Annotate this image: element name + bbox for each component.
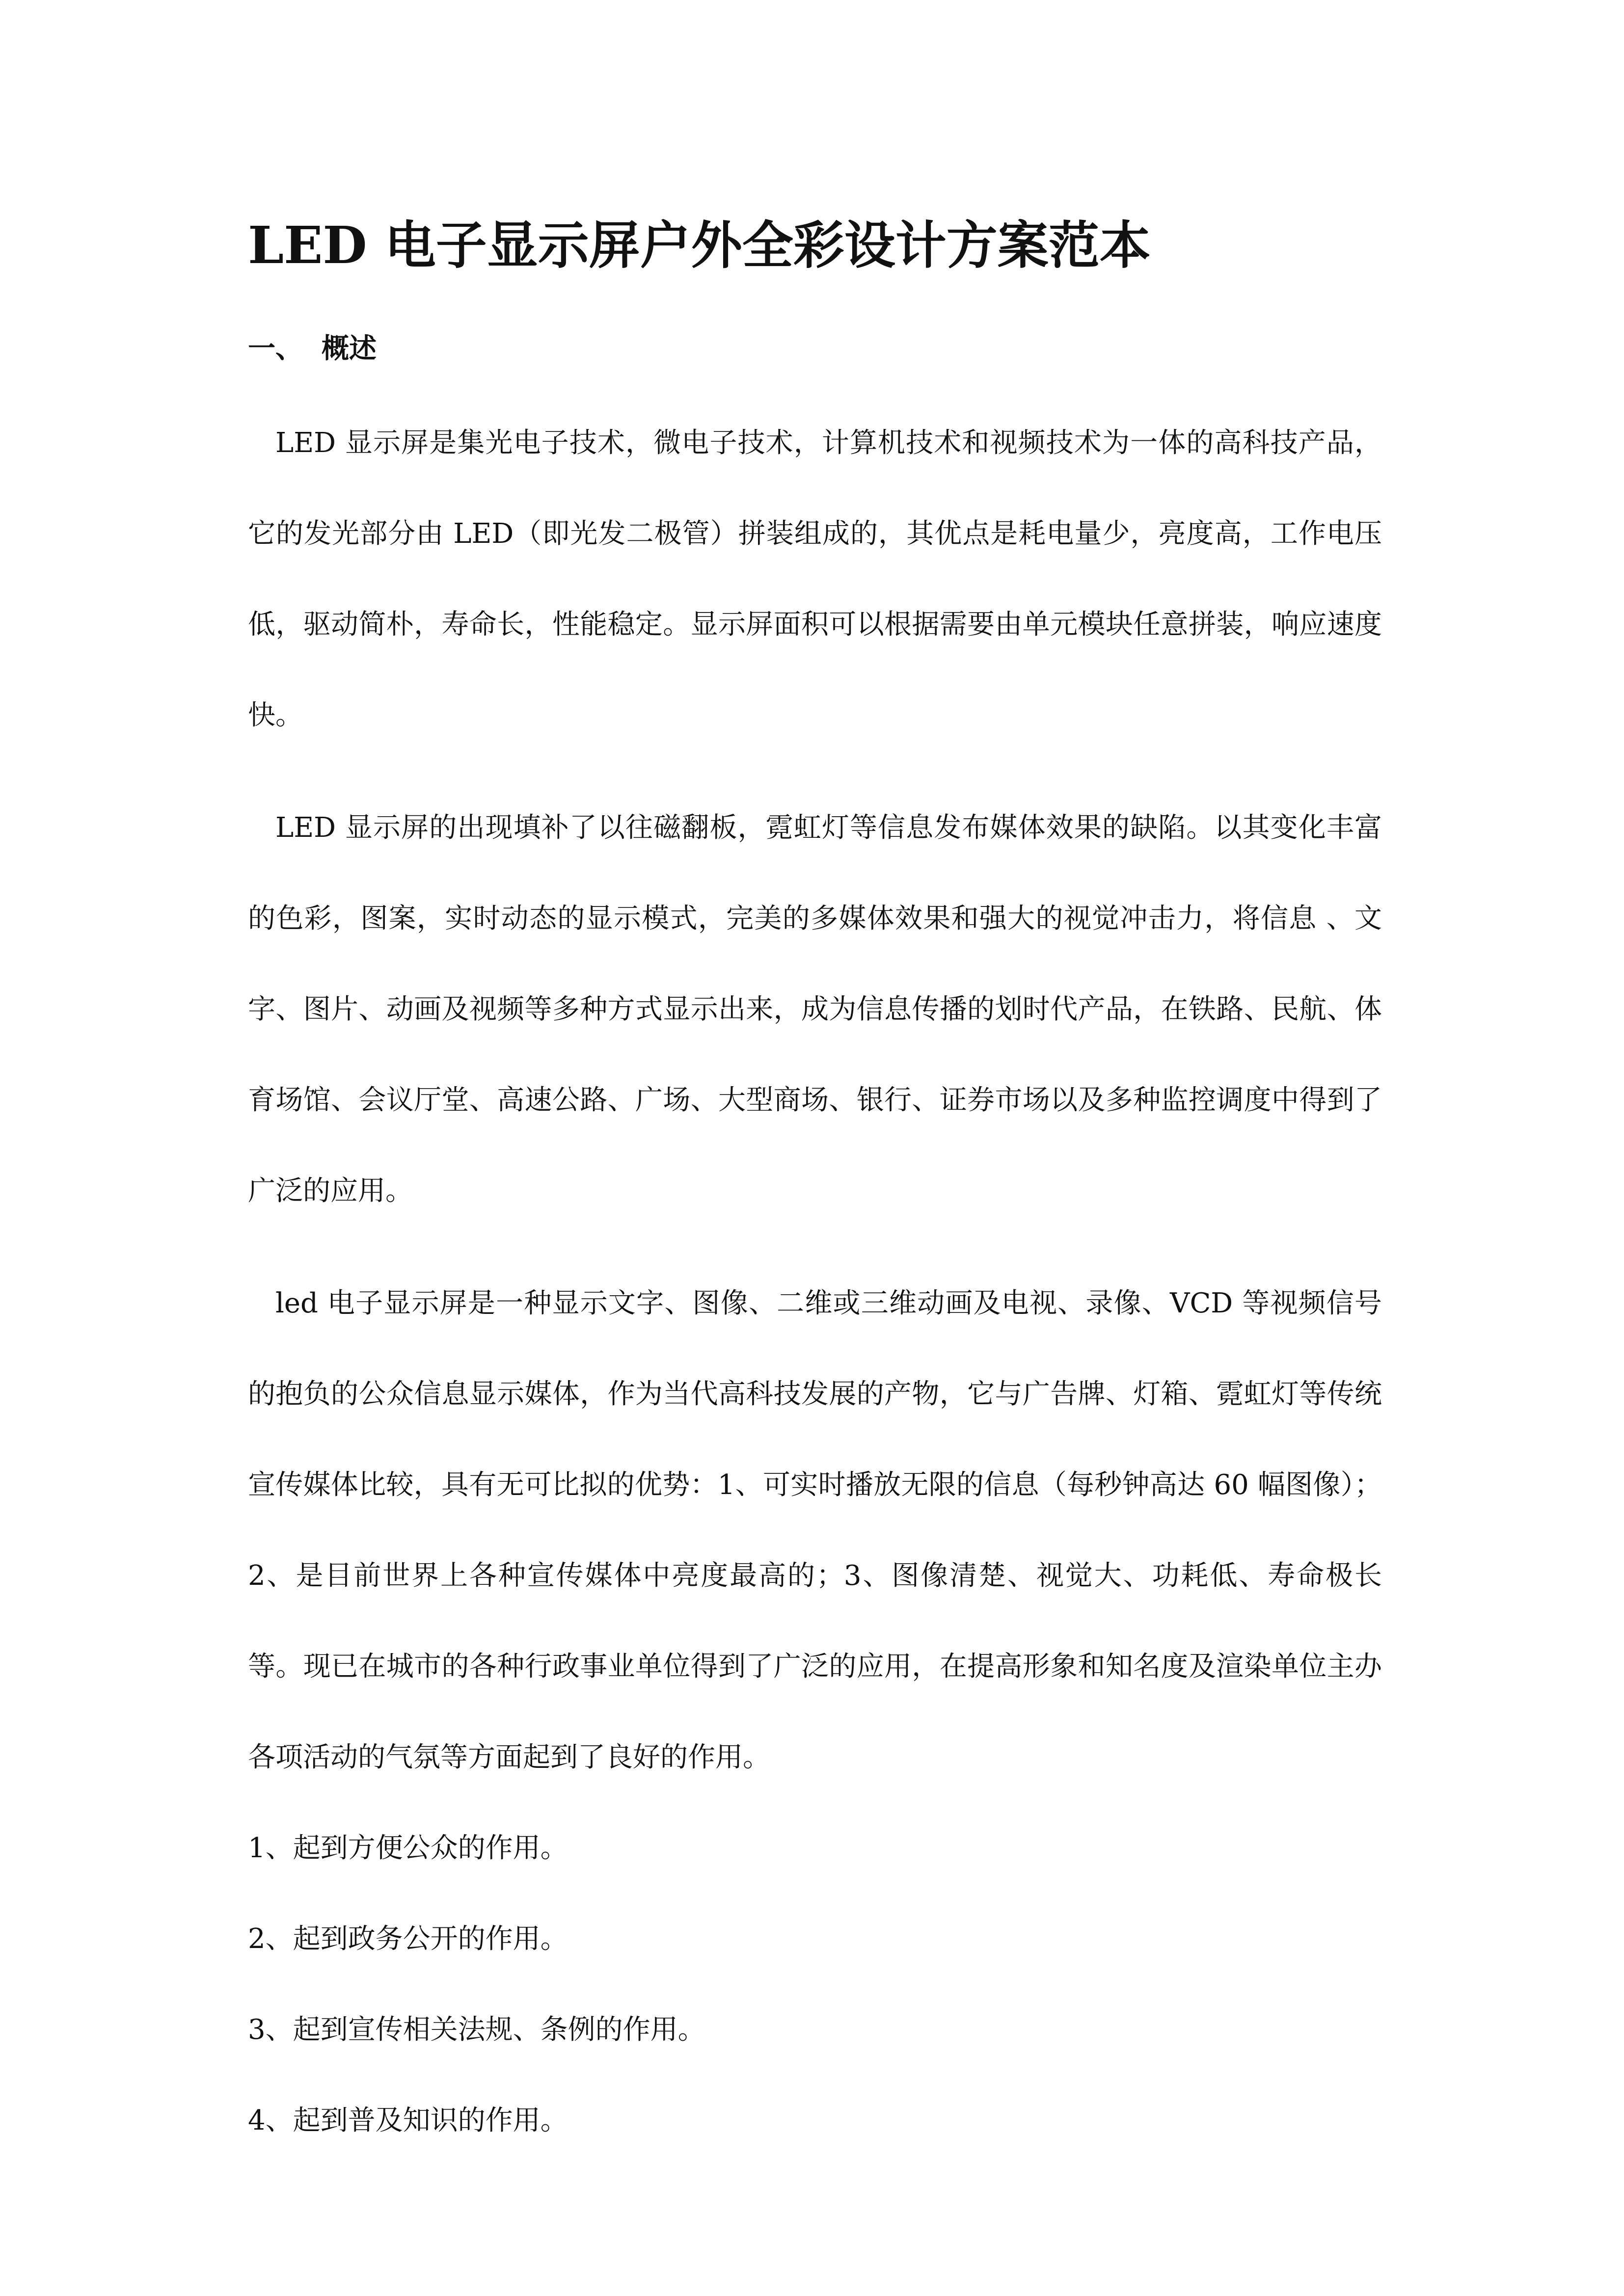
section-number: 一、 [248, 332, 303, 365]
list-item: 1、起到方便公众的作用。 [248, 1832, 568, 1864]
paragraph-advantages: LED 显示屏的出现填补了以往磁翻板，霓虹灯等信息发布媒体效果的缺陷。以其变化丰富的色彩，图案，实时动态的显示模式，完美的多媒体效果和强大的视觉冲击力，将信息 、文字、图片、动画及视频等多种方式显示出来，成为信息传播的划时代产品，在铁路、民航、体育场馆、会议厅堂、高速公路、广场、大型商场、银行、证券市场以及多种监控调度中得到了广泛的应用。 [248, 812, 1382, 1207]
section-title: 概述 [322, 332, 377, 365]
document-title: LED 电子显示屏户外全彩设计方案范本 [248, 215, 1151, 275]
list-item: 2、起到政务公开的作用。 [248, 1923, 568, 1955]
section-heading [248, 319, 1382, 378]
paragraph-intro: LED 显示屏是集光电子技术，微电子技术，计算机技术和视频技术为一体的高科技产品，它的发光部分由 LED（即光发二极管）拼装组成的，其优点是耗电量少，亮度高，工作电压低，驱动简朴，寿命长，性能稳定。显示屏面积可以根据需要由单元模块任意拼装，响应速度快。 [248, 427, 1382, 731]
list-item: 4、起到普及知识的作用。 [248, 2105, 568, 2136]
document-body [248, 206, 1382, 2166]
role-list [248, 1803, 1382, 2166]
paragraph-comparison: led 电子显示屏是一种显示文字、图像、二维或三维动画及电视、录像、VCD 等视频信号的抱负的公众信息显示媒体，作为当代高科技发展的产物，它与广告牌、灯箱、霓虹灯等传统宣传媒体比较，具有无可比拟的优势：1、可实时播放无限的信息（每秒钟高达 60 幅图像）；2、是目前世界上各种宣传媒体中亮度最高的；3、图像清楚、视觉大、功耗低、寿命极长等。现已在城市的各种行政事业单位得到了广泛的应用，在提高形象和知名度及渲染单位主办各项活动的气氛等方面起到了良好的作用。 [248, 1287, 1382, 1773]
list-item: 3、起到宣传相关法规、条例的作用。 [248, 2014, 705, 2046]
